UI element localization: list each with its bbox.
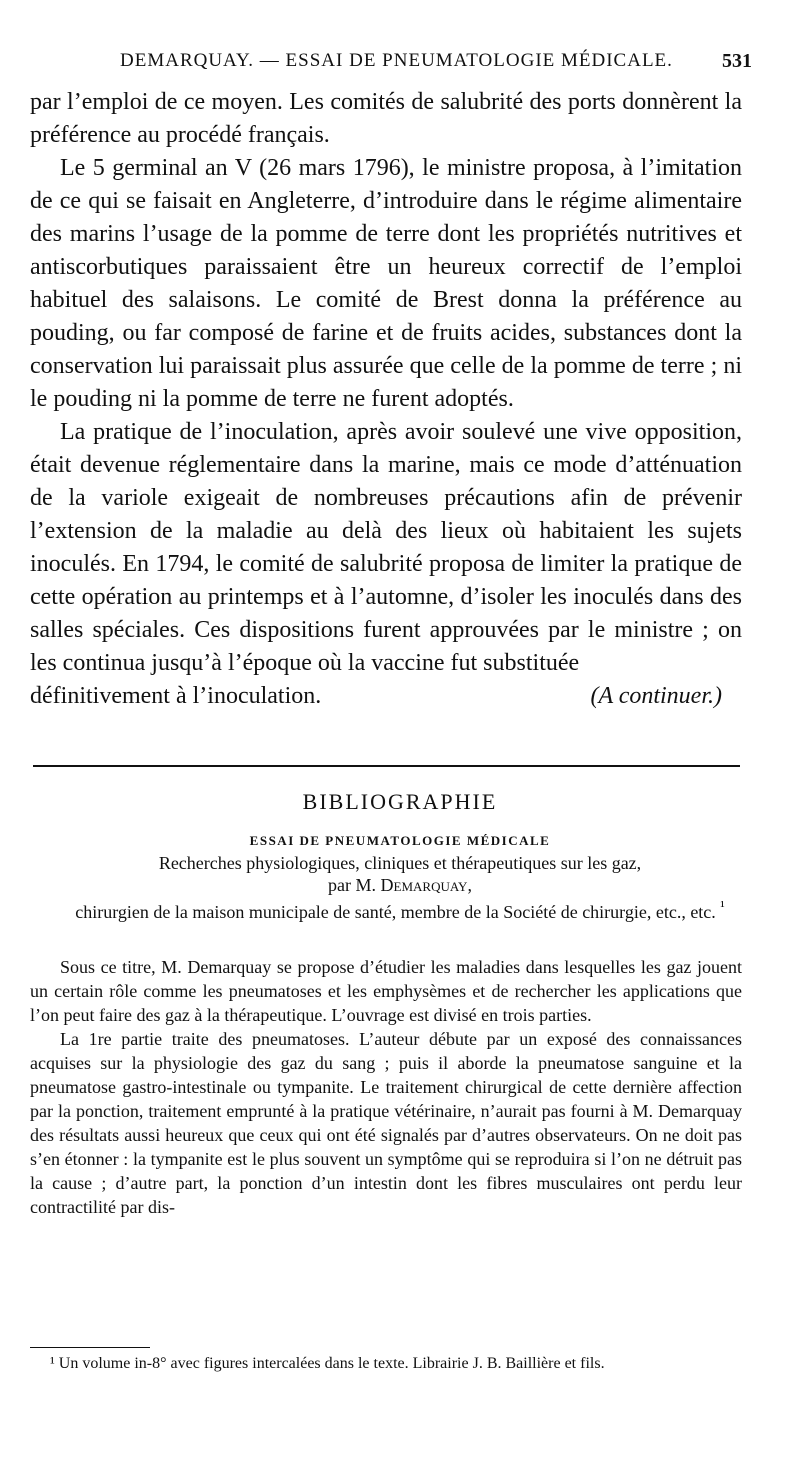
book-by-prefix: par M. <box>328 875 377 895</box>
footnote-mark: ¹ <box>720 899 725 915</box>
running-head: DEMARQUAY. — ESSAI DE PNEUMATOLOGIE MÉDICALE. <box>120 50 673 71</box>
page-number: 531 <box>722 50 752 72</box>
article-paragraph: par l’emploi de ce moyen. Les comités de salubrité des ports donnèrent la préférence au procédé français. <box>30 89 742 148</box>
bibliography-subtitle: ESSAI DE PNEUMATOLOGIE MÉDICALE <box>249 833 551 848</box>
book-author-line <box>60 874 740 896</box>
section-divider <box>33 765 740 767</box>
article-paragraph: Le 5 germinal an V (26 mars 1796), le ministre proposa, à l’imitation de ce qui se faisait en Angleterre, d’introduire dans le régime alimentaire des marins l’usage de la pomme de terre dont les propriétés nutritives et antiscorbutiques paraissaient être un heureux correctif de l’emploi habituel des salaisons. Le comité de Brest donna la préférence au pouding, ou far composé de farine et de fruits acides, substances dont la conservation lui paraissait plus assurée que celle de la pomme de terre ; ni le pouding ni la pomme de terre ne furent adoptés. <box>30 155 742 412</box>
article-last-line-text: définitivement à l’inoculation. <box>30 683 322 709</box>
article-last-line <box>30 680 742 713</box>
continue-note: (A continuer.) <box>590 683 722 709</box>
review-paragraph: La 1re partie traite des pneumatoses. L’auteur débute par un exposé des connaissances acquises sur la physiologie des gaz du sang ; puis il aborde la pneumatose sanguine et la pneumatose gastro-intestinale ou tympanite. Le traitement chirurgical de cette dernière affection par la ponction, traitement emprunté à la pratique vétérinaire, n’aurait pas fourni à M. Demarquay des résultats aussi heureux que ceux qui ont été signalés par d’autres observateurs. On ne doit pas s’en étonner : la tympanite est le plus souvent un symptôme qui se reproduira si l’on ne détruit pas la cause ; d’autre part, la ponction d’un intestin dont les fibres musculaires ont perdu leur contractilité par dis- <box>30 1029 742 1217</box>
bibliography-title: BIBLIOGRAPHIE <box>302 789 498 814</box>
article-body <box>30 86 742 713</box>
review-body <box>30 955 742 1219</box>
review-paragraph: Sous ce titre, M. Demarquay se propose d’étudier les maladies dans lesquelles les gaz jouent un certain rôle comme les pneumatoses et les emphysèmes et de rechercher les applications que l’on peut faire des gaz à la thérapeutique. L’ouvrage est divisé en trois parties. <box>30 957 742 1025</box>
footnote-divider <box>30 1347 150 1348</box>
book-author-role <box>60 896 740 923</box>
footnote: ¹ Un volume in-8° avec figures intercalées dans le texte. Librairie J. B. Baillière et fils. <box>50 1355 605 1372</box>
book-entry <box>60 852 740 923</box>
article-paragraph: La pratique de l’inoculation, après avoir soulevé une vive opposition, était devenue réglementaire dans la marine, mais ce mode d’atténuation de la variole exigeait de nombreuses précautions afin de prévenir l’extension de la maladie au delà des lieux où habitaient les sujets inoculés. En 1794, le comité de salubrité proposa de limiter la pratique de cette opération au printemps et à l’automne, d’isoler les inoculés dans des salles spéciales. Ces dispositions furent approuvées par le ministre ; on les continua jusqu’à l’époque où la vaccine fut substituée <box>30 419 742 676</box>
book-author-role-text: chirurgien de la maison municipale de santé, membre de la Société de chirurgie, etc., etc. <box>75 902 716 922</box>
book-author: Demarquay, <box>380 875 472 895</box>
book-title: Recherches physiologiques, cliniques et thérapeutiques sur les gaz, <box>158 853 642 873</box>
